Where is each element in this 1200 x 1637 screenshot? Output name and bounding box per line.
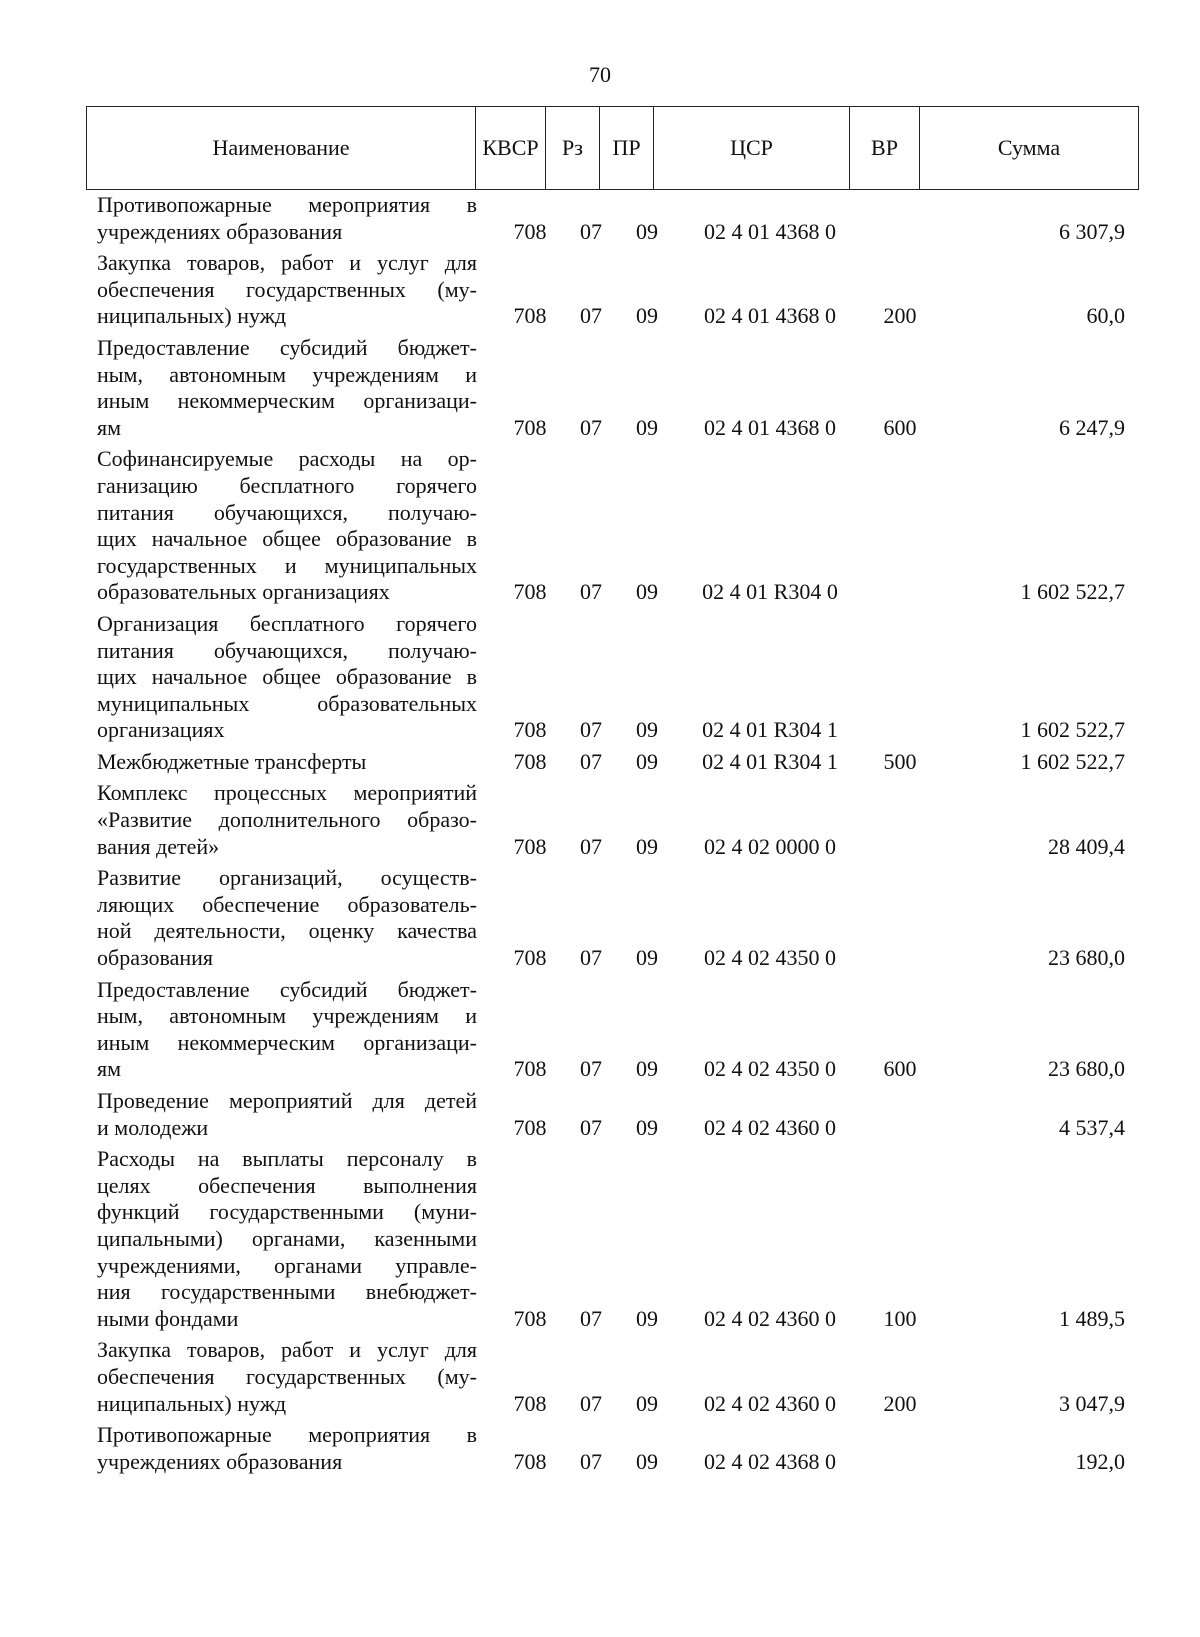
table-row	[0, 335, 1200, 441]
row-name-line: ляющих обеспечение образователь-	[97, 891, 477, 917]
row-name-line: Предоставление субсидий бюджет-	[97, 334, 477, 360]
table-row	[0, 1337, 1200, 1417]
header-kvsr: КВСР	[476, 107, 546, 189]
row-name-line: Закупка товаров, работ и услуг для	[97, 250, 477, 276]
row-name-line: Противопожарные мероприятия в	[97, 1422, 477, 1448]
row-name-line: ной деятельности, оценку качества	[97, 918, 477, 944]
row-name-line: иным некоммерческим организаци-	[97, 388, 477, 414]
row-pr: 09	[636, 1390, 658, 1416]
row-rz: 07	[580, 218, 602, 244]
row-kvsr: 708	[513, 945, 547, 971]
row-name	[97, 611, 477, 744]
row-name-line: иным некоммерческим организаци-	[97, 1029, 477, 1055]
table-row	[0, 749, 1200, 776]
row-csr: 02 4 02 4360 0	[704, 1305, 836, 1331]
row-csr: 02 4 02 4368 0	[704, 1448, 836, 1474]
row-vr: 600	[883, 1056, 917, 1082]
row-csr: 02 4 02 4360 0	[704, 1114, 836, 1140]
row-name-line: ганизацию бесплатного горячего	[97, 472, 477, 498]
row-sum: 1 602 522,7	[1020, 579, 1125, 605]
row-name-line: Организация бесплатного горячего	[97, 610, 477, 636]
row-kvsr: 708	[513, 748, 547, 774]
row-sum: 3 047,9	[1059, 1390, 1125, 1416]
row-rz: 07	[580, 717, 602, 743]
row-pr: 09	[636, 218, 658, 244]
row-pr: 09	[636, 414, 658, 440]
row-name	[97, 749, 477, 776]
row-name-line: муниципальных образовательных	[97, 690, 477, 716]
row-name-line: Расходы на выплаты персоналу в	[97, 1146, 477, 1172]
row-kvsr: 708	[513, 303, 547, 329]
row-name-line: обеспечения государственных (му-	[97, 1363, 477, 1389]
row-vr: 100	[883, 1305, 917, 1331]
row-kvsr: 708	[513, 1114, 547, 1140]
table-row	[0, 977, 1200, 1083]
row-vr: 600	[883, 414, 917, 440]
row-name	[97, 192, 477, 245]
row-sum: 4 537,4	[1059, 1114, 1125, 1140]
row-name-line: ным, автономным учреждениям и	[97, 361, 477, 387]
row-name-line: щих начальное общее образование в	[97, 526, 477, 552]
header-vr: ВР	[850, 107, 920, 189]
row-vr: 500	[883, 748, 917, 774]
row-kvsr: 708	[513, 579, 547, 605]
row-kvsr: 708	[513, 218, 547, 244]
row-name-line: Закупка товаров, работ и услуг для	[97, 1337, 477, 1363]
row-name	[97, 1088, 477, 1141]
row-name	[97, 1422, 477, 1475]
row-name-line: ными фондами	[97, 1305, 239, 1331]
row-name	[97, 250, 477, 330]
row-sum: 28 409,4	[1048, 833, 1125, 859]
row-rz: 07	[580, 748, 602, 774]
row-sum: 23 680,0	[1048, 945, 1125, 971]
row-rz: 07	[580, 1056, 602, 1082]
row-rz: 07	[580, 1390, 602, 1416]
table-row	[0, 1088, 1200, 1141]
row-name-line: Межбюджетные трансферты	[97, 748, 367, 774]
row-name-line: ципальными) органами, казенными	[97, 1225, 477, 1251]
row-name-line: Развитие организаций, осуществ-	[97, 865, 477, 891]
header-csr: ЦСР	[654, 107, 850, 189]
row-rz: 07	[580, 303, 602, 329]
row-rz: 07	[580, 945, 602, 971]
row-name-line: «Развитие дополнительного образо-	[97, 807, 477, 833]
row-pr: 09	[636, 1305, 658, 1331]
row-name	[97, 780, 477, 860]
row-name	[97, 335, 477, 441]
row-csr: 02 4 01 R304 1	[702, 748, 838, 774]
header-sum: Сумма	[997, 135, 1061, 160]
table-body	[0, 192, 1200, 1480]
row-name-line: Софинансируемые расходы на ор-	[97, 446, 477, 472]
row-name-line: образовательных организациях	[97, 579, 390, 605]
row-csr: 02 4 02 0000 0	[704, 833, 836, 859]
row-name-line: ниципальных) нужд	[97, 303, 287, 329]
row-rz: 07	[580, 1305, 602, 1331]
table-row	[0, 250, 1200, 330]
row-kvsr: 708	[513, 1305, 547, 1331]
table-row	[0, 1146, 1200, 1332]
table-row	[0, 865, 1200, 971]
page-number: 70	[589, 62, 611, 87]
row-name-line: питания обучающихся, получаю-	[97, 637, 477, 663]
row-pr: 09	[636, 748, 658, 774]
row-rz: 07	[580, 1448, 602, 1474]
row-csr: 02 4 02 4350 0	[704, 945, 836, 971]
row-name	[97, 865, 477, 971]
header-rz: Рз	[546, 107, 600, 189]
row-name-line: питания обучающихся, получаю-	[97, 499, 477, 525]
row-csr: 02 4 02 4350 0	[704, 1056, 836, 1082]
row-name-line: ям	[97, 1056, 122, 1082]
row-pr: 09	[636, 833, 658, 859]
row-sum: 192,0	[1075, 1448, 1125, 1474]
row-name-line: функций государственными (муни-	[97, 1199, 477, 1225]
row-sum: 1 602 522,7	[1020, 748, 1125, 774]
row-sum: 23 680,0	[1048, 1056, 1125, 1082]
row-name	[97, 446, 477, 606]
row-rz: 07	[580, 579, 602, 605]
row-name-line: государственных и муниципальных	[97, 552, 477, 578]
row-csr: 02 4 01 R304 1	[702, 717, 838, 743]
table-row	[0, 611, 1200, 744]
row-name-line: учреждениями, органами управле-	[97, 1252, 477, 1278]
row-kvsr: 708	[513, 833, 547, 859]
row-name-line: ям	[97, 414, 122, 440]
table-header	[86, 106, 1139, 190]
row-kvsr: 708	[513, 1056, 547, 1082]
row-sum: 60,0	[1086, 303, 1125, 329]
row-pr: 09	[636, 1448, 658, 1474]
table-row	[0, 192, 1200, 245]
row-name-line: Проведение мероприятий для детей	[97, 1088, 477, 1113]
row-pr: 09	[636, 1056, 658, 1082]
row-name-line: ным, автономным учреждениям и	[97, 1003, 477, 1029]
row-name-line: обеспечения государственных (му-	[97, 276, 477, 302]
row-name	[97, 977, 477, 1083]
row-name-line: Противопожарные мероприятия в	[97, 192, 477, 217]
row-csr: 02 4 01 R304 0	[702, 579, 838, 605]
row-name-line: организациях	[97, 717, 225, 743]
header-name: Наименование	[87, 107, 476, 189]
row-vr: 200	[883, 1390, 917, 1416]
row-pr: 09	[636, 945, 658, 971]
row-csr: 02 4 01 4368 0	[704, 303, 836, 329]
row-kvsr: 708	[513, 1448, 547, 1474]
row-vr: 200	[883, 303, 917, 329]
row-name-line: образования	[97, 945, 214, 971]
row-rz: 07	[580, 833, 602, 859]
row-pr: 09	[636, 717, 658, 743]
row-name-line: Предоставление субсидий бюджет-	[97, 976, 477, 1002]
row-name	[97, 1146, 477, 1332]
row-kvsr: 708	[513, 414, 547, 440]
row-kvsr: 708	[513, 717, 547, 743]
row-csr: 02 4 02 4360 0	[704, 1390, 836, 1416]
row-name-line: учреждениях образования	[97, 1448, 343, 1474]
row-pr: 09	[636, 303, 658, 329]
row-sum: 1 602 522,7	[1020, 717, 1125, 743]
row-sum: 1 489,5	[1059, 1305, 1125, 1331]
table-row	[0, 446, 1200, 606]
row-name-line: вания детей»	[97, 833, 220, 859]
row-name-line: щих начальное общее образование в	[97, 664, 477, 690]
row-pr: 09	[636, 1114, 658, 1140]
header-pr: ПР	[600, 107, 654, 189]
row-name-line: Комплекс процессных мероприятий	[97, 780, 477, 806]
row-name-line: целях обеспечения выполнения	[97, 1172, 477, 1198]
row-kvsr: 708	[513, 1390, 547, 1416]
row-name-line: учреждениях образования	[97, 218, 343, 244]
row-name-line: и молодежи	[97, 1114, 209, 1140]
row-name-line: ниципальных) нужд	[97, 1390, 287, 1416]
row-sum: 6 307,9	[1059, 218, 1125, 244]
row-csr: 02 4 01 4368 0	[704, 414, 836, 440]
row-rz: 07	[580, 414, 602, 440]
row-name-line: ния государственными внебюджет-	[97, 1279, 477, 1305]
table-row	[0, 1422, 1200, 1475]
table-row	[0, 780, 1200, 860]
row-name	[97, 1337, 477, 1417]
row-rz: 07	[580, 1114, 602, 1140]
row-pr: 09	[636, 579, 658, 605]
row-sum: 6 247,9	[1059, 414, 1125, 440]
row-csr: 02 4 01 4368 0	[704, 218, 836, 244]
